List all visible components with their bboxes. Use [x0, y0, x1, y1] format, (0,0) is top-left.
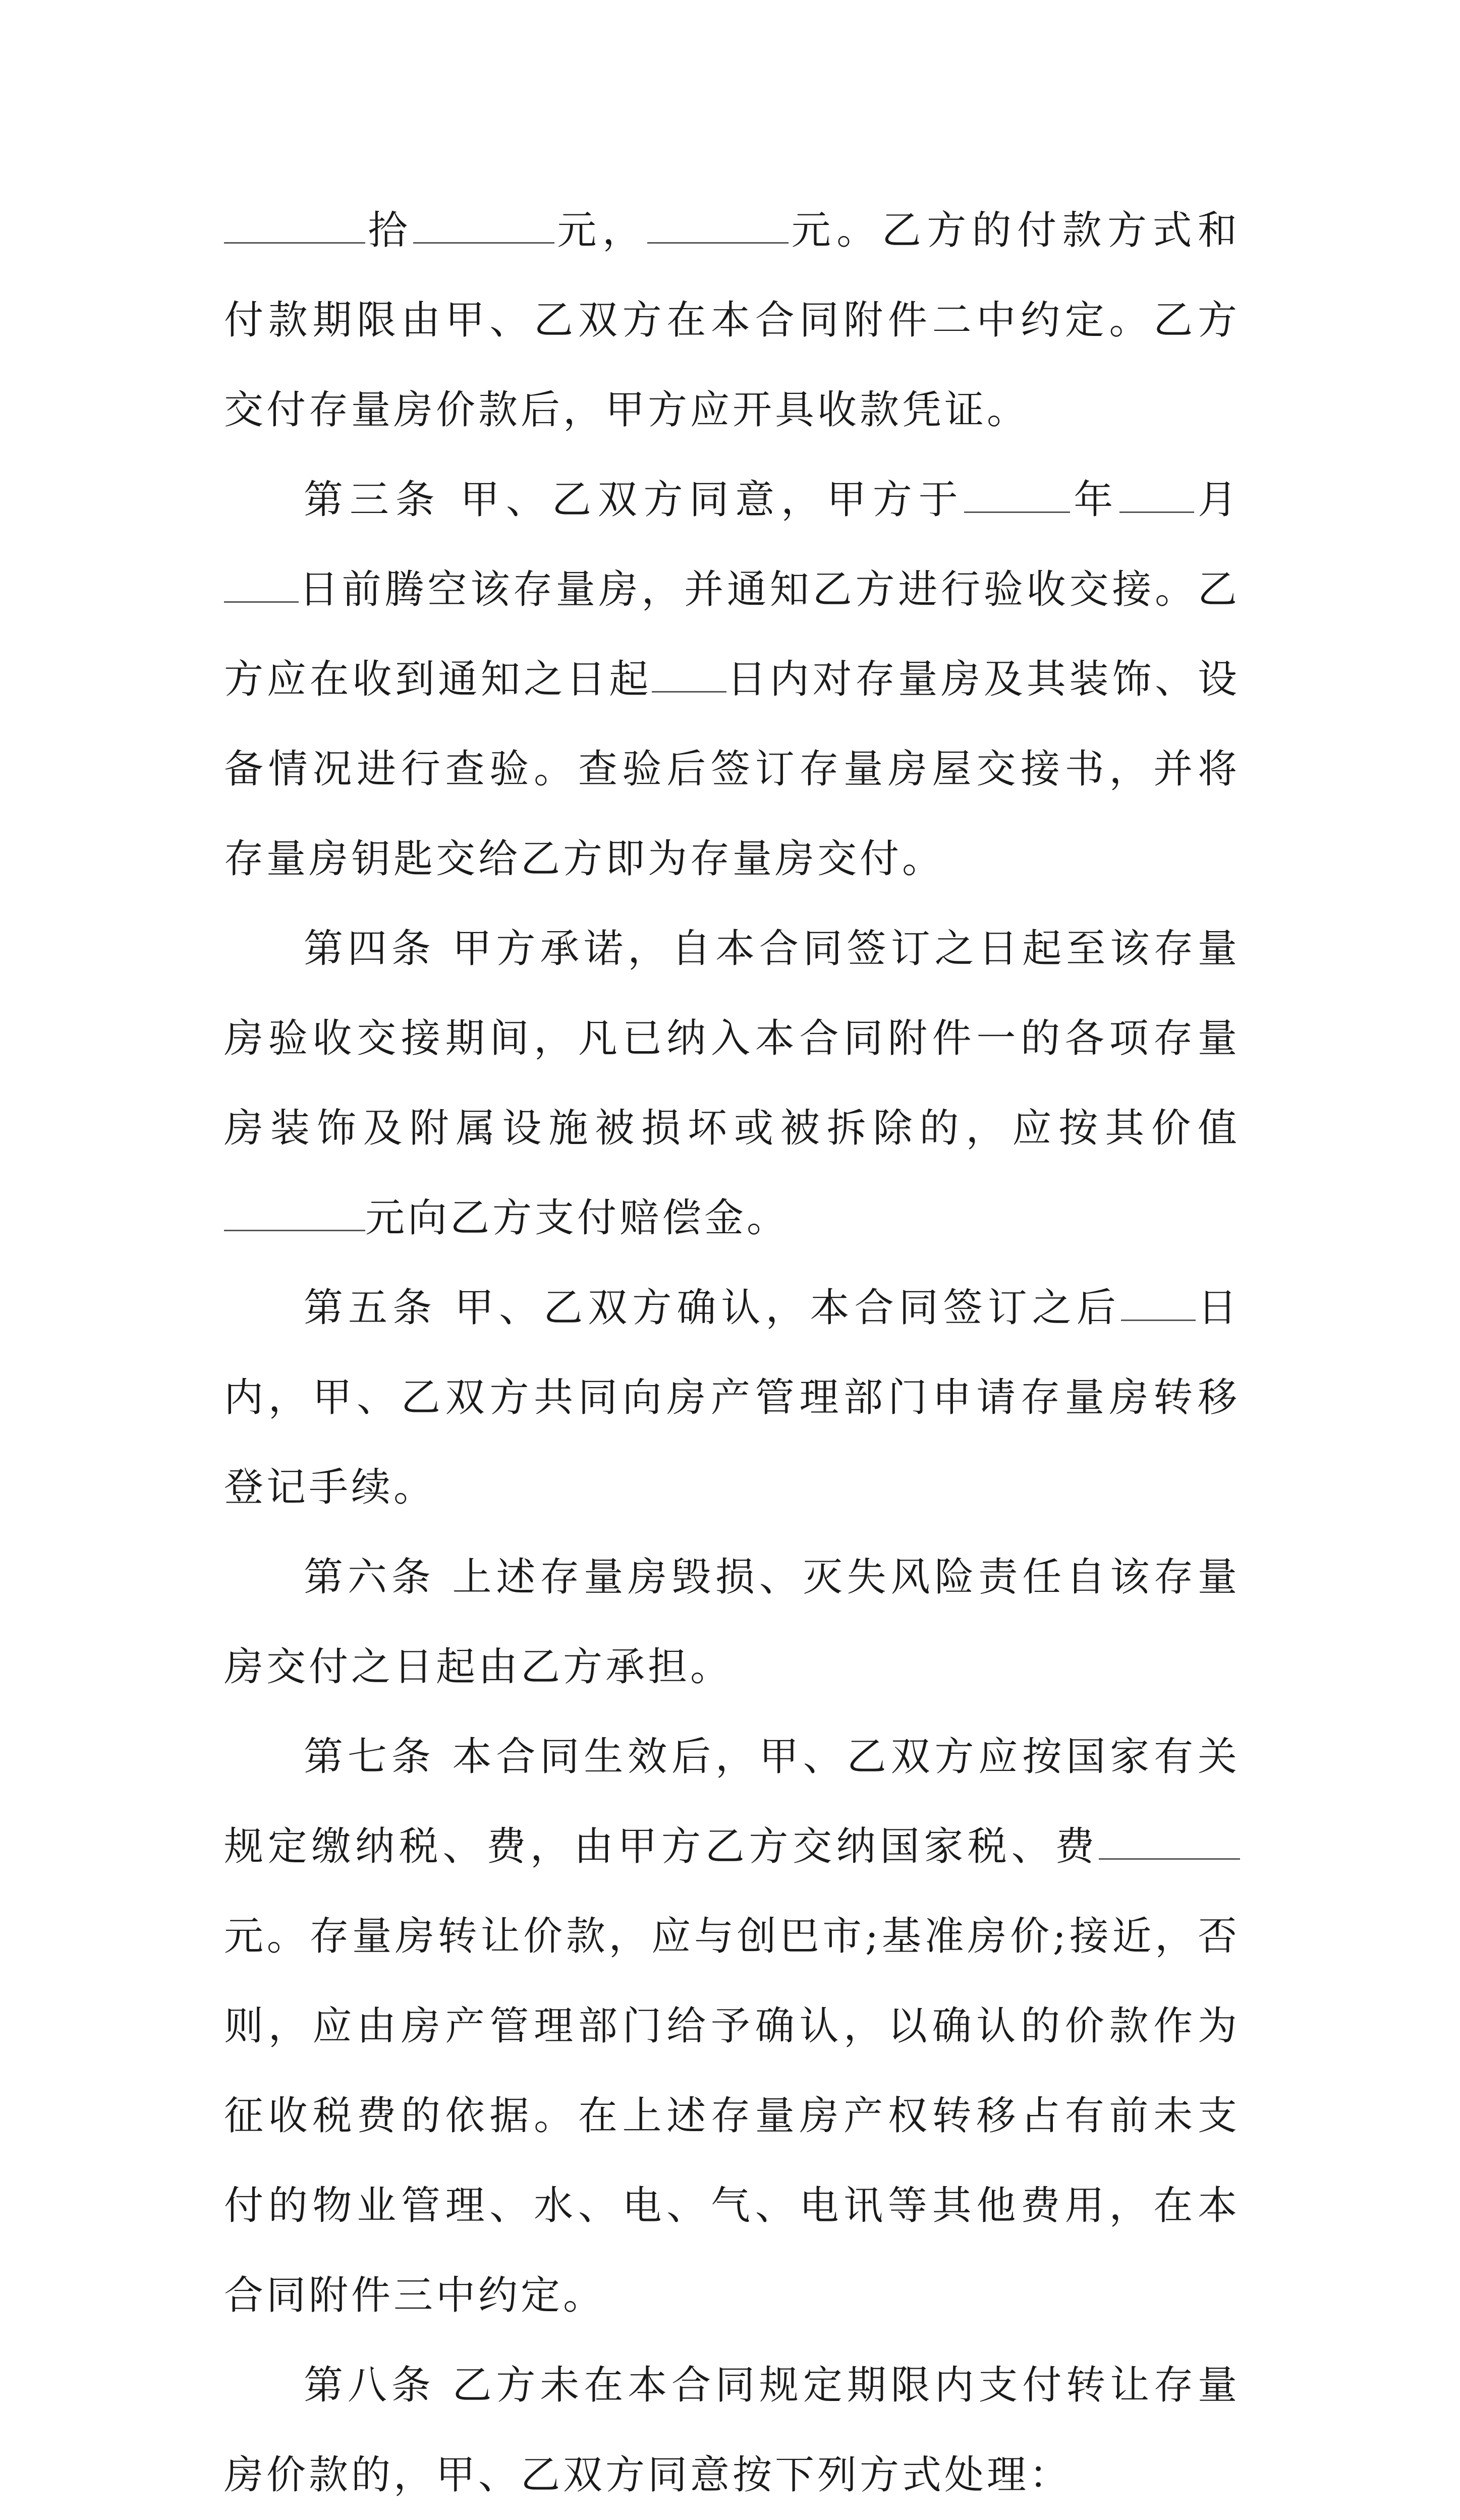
blank-field[interactable]	[413, 213, 554, 244]
text-span: 日内对存量房及其装饰、设备情况进行查验。查验后签订存量房屋交接书，并将存量房钥匙交给乙方即为存量房交付。	[224, 657, 1240, 882]
text-span: 日前腾空该存量房，并通知乙方进行验收交接。乙方应在收到通知之日起	[224, 567, 1240, 702]
contract-body	[224, 186, 1240, 2520]
blank-field[interactable]	[652, 662, 726, 693]
blank-field[interactable]	[224, 572, 299, 603]
paragraph-article-3	[224, 455, 1240, 904]
blank-field[interactable]	[1119, 482, 1194, 513]
text-span: 第七条 本合同生效后，甲、乙双方应按国家有关规定缴纳税、费，由甲方乙方交纳国家税、费	[224, 1734, 1240, 1869]
blank-field[interactable]	[1099, 1829, 1240, 1860]
text-span: 日内，甲、乙双方共同向房产管理部门申请存量房转移登记手续。	[224, 1285, 1240, 1510]
blank-field[interactable]	[647, 213, 789, 244]
text-span: 第四条 甲方承诺，自本合同签订之日起至该存量房验收交接期间，凡已纳入本合同附件一的各项存量房装饰及附属设施被损坏或被拆除的，应按其价值	[224, 926, 1240, 1151]
paragraph-article-4	[224, 904, 1240, 1263]
blank-field[interactable]	[224, 213, 365, 244]
blank-field[interactable]	[1121, 1290, 1196, 1321]
text-span: 元向乙方支付赔偿金。	[365, 1195, 790, 1241]
paragraph-article-8	[224, 2340, 1240, 2520]
text-span: 月	[1194, 477, 1240, 523]
text-span: 第八条 乙方未在本合同规定期限内支付转让存量房价款的，甲、乙双方同意按下列方式处理：	[224, 2363, 1240, 2498]
text-span: 拾	[365, 208, 413, 253]
text-span: 元。存量房转让价款，应与创巴市;基准房价;接近，否则，应由房产管理部门给予确认，以确认的价款作为征收税费的依据。在上述存量房产权转移占有前未支付的物业管理、水、电、气、电讯等其他费用，在本合同附件三中约定。	[224, 1914, 1240, 2318]
text-span: 第六条 上述存量房毁损、灭失风险责任自该存量房交付之日起由乙方承担。	[224, 1555, 1240, 1690]
text-span: 年	[1070, 477, 1120, 523]
text-span: 第五条 甲、乙双方确认，本合同签订之后	[304, 1285, 1121, 1331]
blank-field[interactable]	[964, 482, 1070, 513]
text-span: 元。乙方的付款方式和付款期限由甲、乙双方在本合同附件二中约定。乙方交付存量房价款后，甲方应开具收款凭证。	[224, 208, 1240, 433]
text-span: 元，	[554, 208, 648, 253]
paragraph-article-7	[224, 1712, 1240, 2340]
paragraph-payment	[224, 186, 1240, 455]
blank-field[interactable]	[224, 1200, 365, 1231]
paragraph-article-6	[224, 1532, 1240, 1712]
paragraph-article-5	[224, 1263, 1240, 1532]
text-span: 第三条 甲、乙双方同意，甲方于	[304, 477, 965, 523]
